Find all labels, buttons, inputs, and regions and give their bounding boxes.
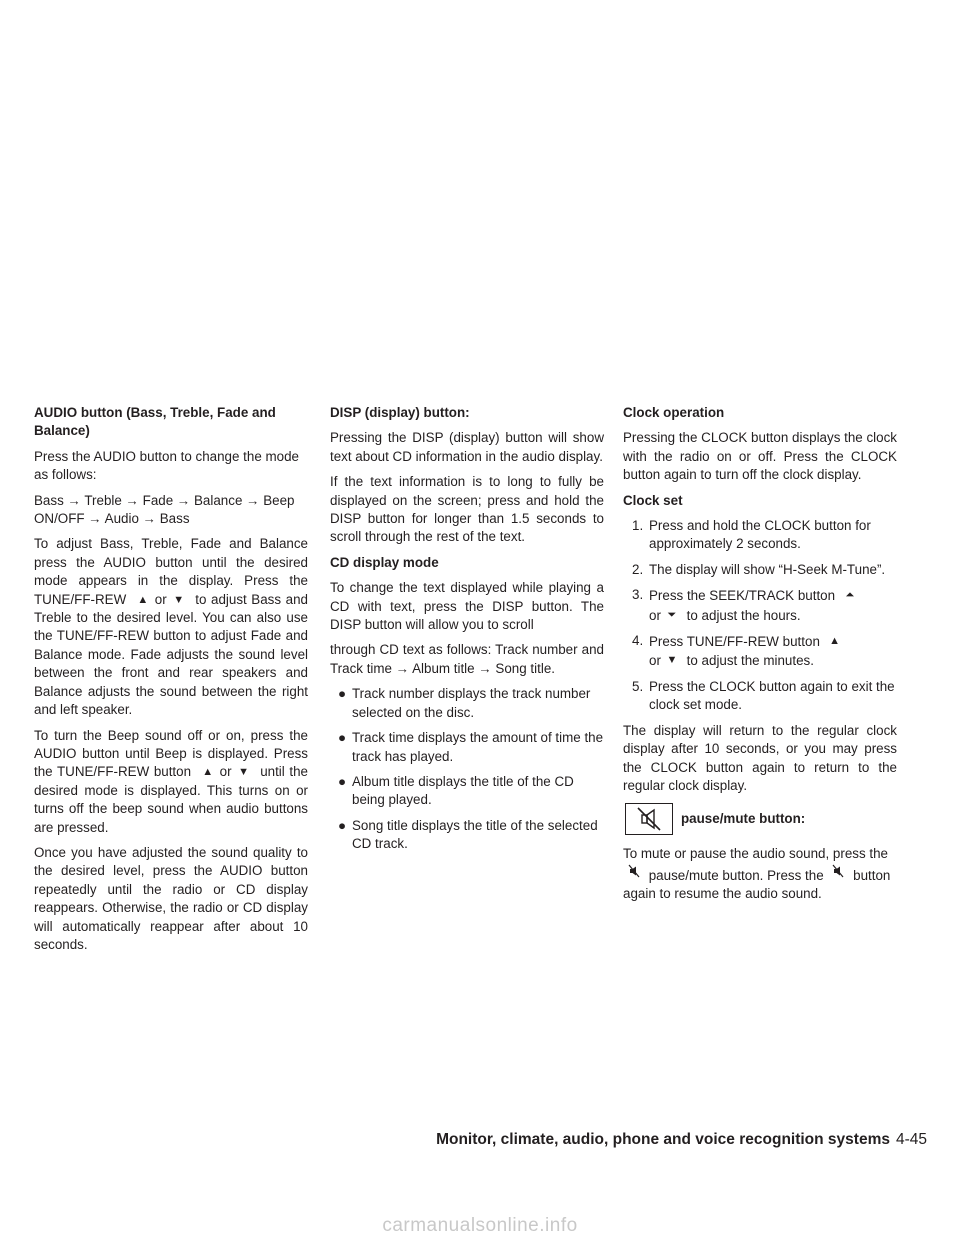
up-arrow-icon: ▲ [202, 766, 214, 779]
step-or: or [649, 607, 661, 623]
list-item [623, 517, 897, 554]
down-arrow-icon: ▼ [666, 654, 678, 667]
up-arrow-icon: ▲ [137, 593, 149, 606]
mute-heading: pause/mute button: [681, 811, 806, 827]
bullet-text: Album title displays the title of the CD being played. [352, 773, 574, 808]
list-item [330, 729, 604, 766]
mute-text-b: pause/mute button. Press the [648, 867, 824, 883]
list-item [330, 685, 604, 722]
step-number: 5. [632, 678, 644, 694]
audio-p4 [34, 727, 308, 837]
bullet-text: Track time displays the amount of time the track has played. [352, 730, 604, 764]
audio-p5: Once you have adjusted the sound quality to the desired level, press the AUDIO button repeatedly until the radio or CD display reappears. Otherwise, the radio or CD display will automatically reappear after about 10 seconds. [34, 844, 308, 952]
clock-set-heading: Clock set [623, 492, 683, 508]
audio-p4-or: or [219, 764, 232, 780]
audio-p1: Press the AUDIO button to change the mode as follows: [34, 448, 299, 483]
column-disp [330, 404, 604, 861]
step-text: Press and hold the CLOCK button for approximately 2 seconds. [649, 518, 871, 552]
list-item [623, 632, 897, 671]
step-text: Press TUNE/FF-REW button [649, 634, 820, 650]
step-text: to adjust the hours. [686, 607, 801, 623]
clock-steps [623, 517, 897, 715]
bullet-icon: ● [338, 817, 347, 833]
column-audio [34, 404, 308, 961]
step-text: Press the SEEK/TRACK button [649, 588, 836, 604]
audio-heading: AUDIO button (Bass, Treble, Fade and Balance) [34, 405, 276, 439]
cd-p4: through CD text as follows: Track number and Track time → Album title → Song title. [330, 642, 604, 676]
audio-p3-text-b: to adjust Bass and Treble to the desired level. You can also use the TUNE/FF-REW button to adjust Fade and Balance mode. Fade adjusts the sound level between the front and rear speakers and Balance adjusts the sound between the right and left speaker. [34, 591, 308, 718]
audio-sequence: Bass → Treble → Fade → Balance → Beep ON/OFF → Audio → Bass [34, 492, 295, 527]
step-or: or [649, 653, 661, 669]
bullet-text: Track number displays the track number selected on the disc. [352, 686, 591, 720]
disp-heading: DISP (display) button: [330, 405, 470, 420]
list-item [330, 773, 604, 810]
cd-bullet-list [330, 685, 604, 853]
bullet-text: Song title displays the title of the selected CD track. [352, 817, 598, 852]
seek-down-icon: ⏷ [667, 608, 677, 621]
disp-p1: Pressing the DISP (display) button will show text about CD information in the audio display. [330, 430, 604, 464]
audio-p3-or: or [154, 591, 167, 607]
mute-text-a: To mute or pause the audio sound, press the [623, 846, 889, 862]
down-arrow-icon: ▼ [173, 593, 185, 606]
column-clock [623, 404, 897, 911]
disp-p2: If the text information is to long to fully be displayed on the screen; press and hold the DISP button for longer than 1.5 seconds to scroll through the rest of the text. [330, 474, 604, 545]
list-item [623, 586, 897, 625]
audio-p3-text-a: To adjust Bass, Treble, Fade and Balance press the AUDIO button until the desired mode appears in the display. Press the TUNE/FF-REW [34, 536, 308, 607]
clock-p2: The display will return to the regular clock display after 10 seconds, or you may press the CLOCK button again to return to the regular clock display. [623, 722, 897, 793]
seek-up-icon: ⏶ [845, 589, 855, 602]
step-text: to adjust the minutes. [686, 653, 814, 669]
mute-text-c: button again to resume the audio sound. [623, 867, 891, 902]
mute-icon [623, 864, 645, 884]
page-number: 4-45 [895, 1131, 927, 1148]
bullet-icon: ● [338, 686, 347, 702]
step-text: The display will show “H-Seek M-Tune”. [649, 561, 886, 577]
bullet-icon: ● [338, 730, 347, 746]
clock-p1: Pressing the CLOCK button displays the clock with the radio on or off. Press the CLOCK button again to turn off the clock display. [623, 430, 897, 483]
down-arrow-icon: ▼ [238, 766, 250, 779]
step-number: 4. [632, 633, 644, 649]
mute-p3 [623, 845, 897, 903]
mute-heading-row [625, 803, 897, 835]
mute-icon [625, 803, 673, 835]
bullet-icon: ● [338, 773, 347, 789]
cd-display-heading: CD display mode [330, 554, 439, 570]
clock-heading: Clock operation [623, 405, 725, 420]
list-item [623, 561, 897, 579]
list-item [330, 817, 604, 854]
up-arrow-icon: ▲ [829, 635, 841, 648]
footer-section-title: Monitor, climate, audio, phone and voice recognition systems [436, 1131, 890, 1148]
mute-icon [827, 864, 849, 884]
audio-p4-text-b: until the desired mode is displayed. This turns on or turns off the beep sound when audio buttons are pressed. [34, 764, 308, 835]
step-number: 3. [632, 587, 644, 603]
list-item [623, 678, 897, 715]
cd-p3: To change the text displayed while playing a CD with text, press the DISP button. The DISP button will allow you to scroll [330, 580, 604, 633]
step-number: 2. [632, 561, 644, 577]
watermark: carmanualsonline.info [382, 1215, 578, 1236]
step-number: 1. [632, 518, 644, 534]
step-text: Press the CLOCK button again to exit the clock set mode. [649, 678, 895, 713]
audio-p3 [34, 535, 308, 719]
page-footer [432, 1131, 927, 1149]
audio-p4-text-a: To turn the Beep sound off or on, press the AUDIO button until Beep is displayed. Press the TUNE/FF-REW button [34, 727, 308, 780]
